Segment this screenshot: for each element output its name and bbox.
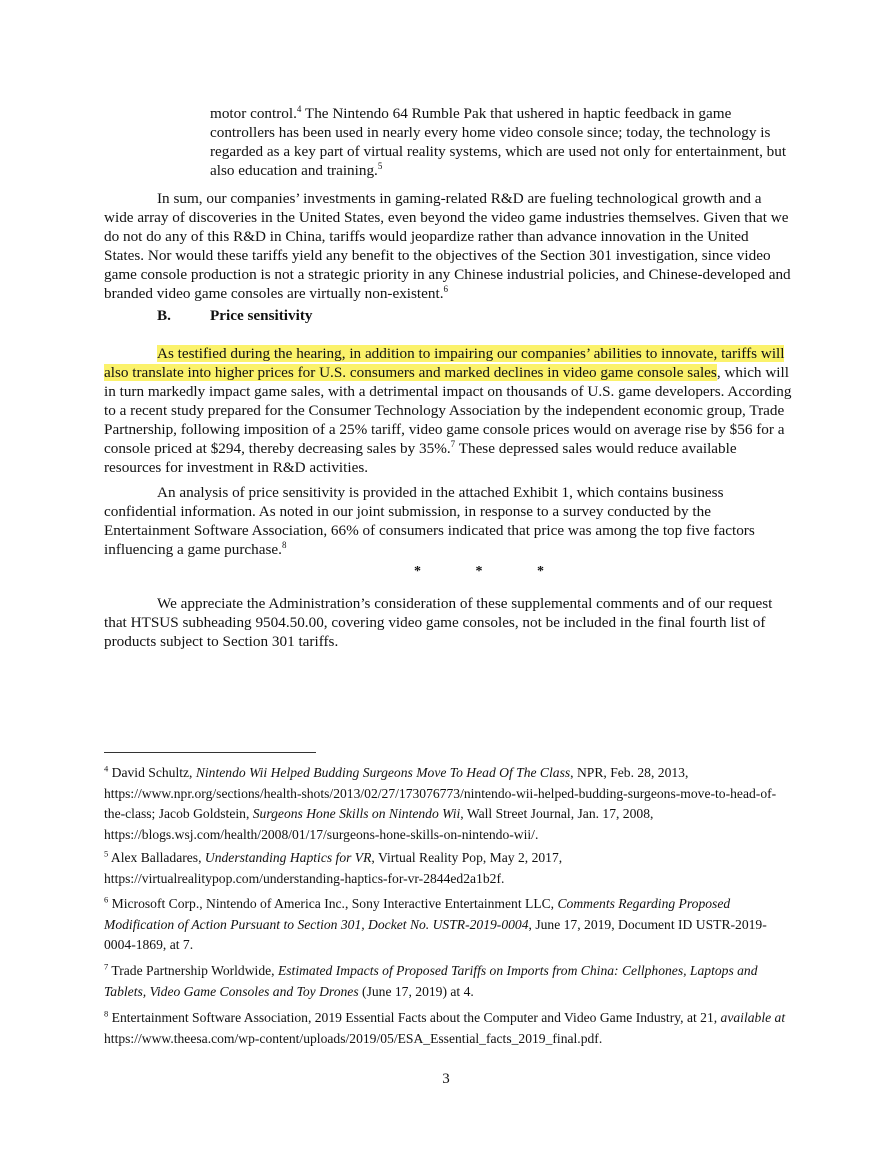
footnote-text: Entertainment Software Association, 2019 Essential Facts about the Computer and Video Game Industry, at 21, [108, 1010, 721, 1025]
paragraph-text: , which will in turn markedly impact game sales, with a detrimental impact on thousands of U.S. game developers. According to a recent study prepared for the Consumer Technology Association by the independent economic group, Trade Partnership, following imposition of a 25% tariff, video game console prices would on average rise by $56 for a console priced at $294, thereby decreasing sales by 35%. [104, 364, 792, 457]
footnote-title: Surgeons Hone Skills on Nintendo Wii [252, 806, 461, 821]
closing-paragraph [104, 594, 792, 651]
footnote-title: Comments Regarding Proposed Modification of Action Pursuant to Section 301, Docket No. USTR-2019-0004 [104, 896, 731, 932]
footnote-text: , June 17, 2019, Document ID USTR-2019-0004-1869, at 7. [104, 916, 767, 952]
highlighted-text: As testified during the hearing, in addition to impairing our companies’ abilities to innovate, tariffs will also translate into higher prices for U.S. consumers and marked declines in video game console sales [104, 345, 785, 381]
section-heading: Price sensitivity [210, 307, 313, 324]
footnote-5 [104, 848, 794, 889]
analysis-paragraph [104, 483, 792, 559]
indented-paragraph [210, 104, 790, 180]
summary-paragraph [104, 189, 792, 303]
footnote-text: Trade Partnership Worldwide, [108, 963, 278, 978]
footnote-text: , Virtual Reality Pop, May 2, 2017, https://virtualrealitypop.com/understanding-haptics-for-vr-2844ed2a1b2f. [104, 850, 563, 886]
footnote-ref-6: 6 [443, 283, 449, 294]
footnote-text: , NPR, Feb. 28, 2013, https://www.npr.org/sections/health-shots/2013/02/27/173076773/nintendo-wii-helped-budding-surgeons-move-to-head-of-the-class; Jacob Goldstein, [104, 765, 777, 821]
footnote-number: 4 [104, 763, 109, 774]
footnote-ref-5: 5 [377, 160, 383, 171]
footnote-number: 6 [104, 894, 109, 905]
footnote-4 [104, 763, 794, 845]
footnote-title: Estimated Impacts of Proposed Tariffs on Imports from China: Cellphones, Laptops and Tablets, Video Game Consoles and Toy Drones [104, 963, 758, 999]
paragraph-text: In sum, our companies’ investments in gaming-related R&D are fueling technological growth and a wide array of discoveries in the United States, even beyond the video game industries themselves. Given that we do not do any of this R&D in China, tariffs would jeopardize rather than advance innovation in the United States. Nor would these tariffs yield any benefit to the objectives of the Section 301 investigation, since video game console production is not a strategic priority in any Chinese industrial policies, and Chinese-developed and branded video game consoles are virtually non-existent. [104, 190, 791, 302]
footnote-number: 5 [104, 848, 109, 859]
paragraph-text: motor control. [210, 105, 297, 122]
paragraph-text: These depressed sales would reduce available resources for investment in R&D activities. [104, 440, 737, 476]
paragraph-text: We appreciate the Administration’s consideration of these supplemental comments and of our request that HTSUS subheading 9504.50.00, covering video game consoles, not be included in the final fourth list of products subject to Section 301 tariffs. [104, 595, 773, 650]
footnote-8 [104, 1008, 794, 1049]
footnote-text: Alex Balladares, [108, 850, 205, 865]
footnote-divider [104, 752, 316, 753]
footnote-title: available at [720, 1010, 786, 1025]
asterisk: * [414, 564, 421, 579]
paragraph-text: The Nintendo 64 Rumble Pak that ushered in haptic feedback in game controllers has been used in nearly every home video console since; today, the technology is regarded as a key part of virtual reality systems, which are used not only for entertainment, but also education and training. [210, 105, 787, 179]
section-number: B. [157, 307, 171, 324]
footnote-text: (June 17, 2019) at 4. [358, 983, 474, 999]
footnote-text: , Wall Street Journal, Jan. 17, 2008, https://blogs.wsj.com/health/2008/01/17/surgeons-hone-skills-on-nintendo-wii/. [104, 806, 654, 842]
asterisk: * [475, 564, 483, 579]
footnote-number: 7 [104, 961, 109, 972]
footnote-text: Microsoft Corp., Nintendo of America Inc., Sony Interactive Entertainment LLC, [108, 896, 558, 911]
footnote-number: 8 [104, 1008, 109, 1019]
footnote-6 [104, 894, 794, 956]
price-paragraph [104, 344, 792, 477]
footnote-ref-7: 7 [450, 438, 456, 449]
footnote-ref-8: 8 [281, 539, 287, 550]
footnote-title: Nintendo Wii Helped Budding Surgeons Move To Head Of The Class [195, 765, 571, 780]
page-number: 3 [442, 1071, 450, 1087]
section-separator [414, 564, 544, 580]
footnote-ref-4: 4 [296, 103, 302, 114]
footnote-text: David Schultz, [108, 765, 196, 780]
footnote-7 [104, 961, 794, 1002]
footnote-text: https://www.theesa.com/wp-content/uploads/2019/05/ESA_Essential_facts_2019_final.pdf. [104, 1030, 603, 1046]
asterisk: * [537, 564, 544, 579]
footnote-title: Understanding Haptics for VR [204, 850, 372, 865]
paragraph-text: An analysis of price sensitivity is provided in the attached Exhibit 1, which contains business confidential information. As noted in our joint submission, in response to a survey conducted by the Entertainment Software Association, 66% of consumers indicated that price was among the top five factors influencing a game purchase. [104, 484, 755, 558]
